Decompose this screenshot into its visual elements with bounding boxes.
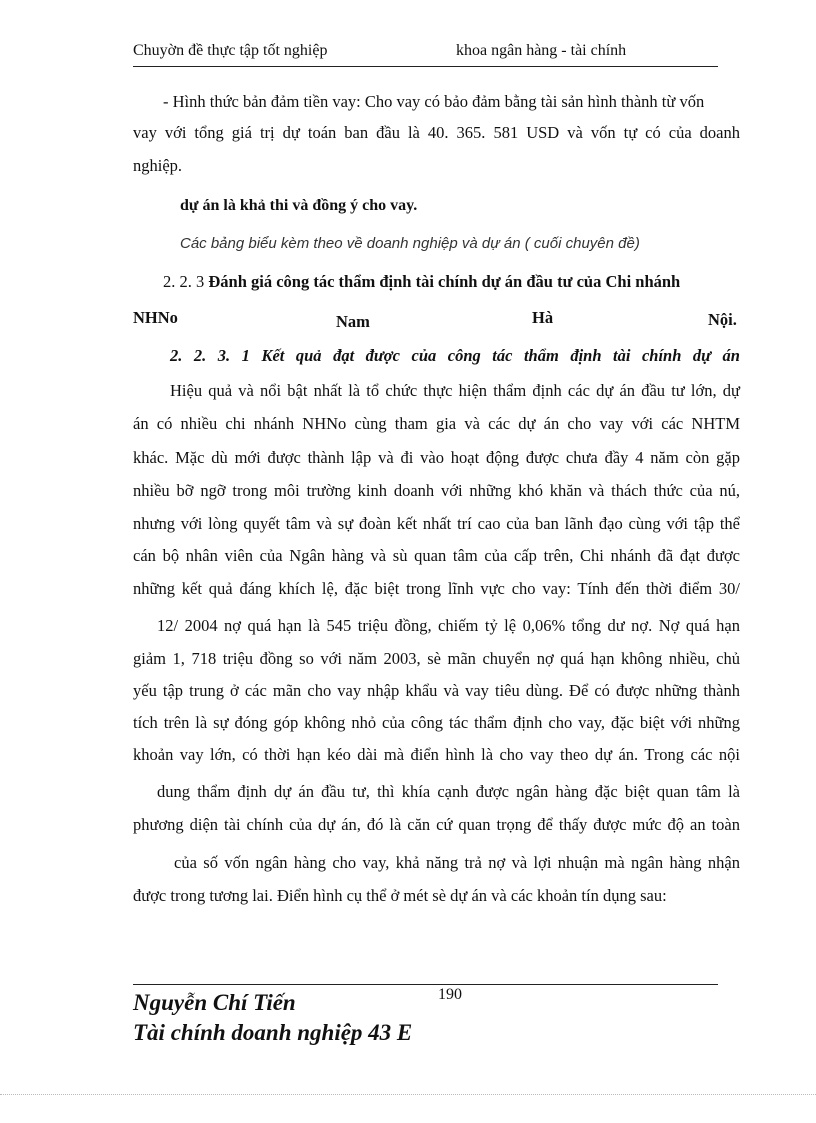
author-class: Tài chính doanh nghiệp 43 E <box>133 1020 413 1045</box>
section-heading-word: Hà <box>532 308 554 327</box>
body-line: vay với tổng giá trị dự toán ban đầu là 40. 365. 581 USD và vốn tự có của doanh <box>133 123 740 142</box>
body-line: nghiệp. <box>133 156 183 175</box>
conclusion-line: dự án là khả thi và đồng ý cho vay. <box>180 197 418 214</box>
paragraph-line: Hiệu quả và nổi bật nhất là tổ chức thực hiện thẩm định các dự án đầu tư lớn, dự <box>170 381 740 400</box>
paragraph-line: cán bộ nhân viên của Ngân hàng và sù quan tâm của cấp trên, Chi nhánh đã đạt được <box>133 546 740 565</box>
paragraph-line: được trong tương lai. Điển hình cụ thể ở mét sè dự án và các khoản tín dụng sau: <box>133 886 667 905</box>
paragraph-line: của số vốn ngân hàng cho vay, khả năng trả nợ và lợi nhuận mà ngân hàng nhận <box>174 853 740 872</box>
section-heading-word: Nội. <box>708 310 737 329</box>
section-heading-word: NHNo <box>133 308 178 327</box>
paragraph-line: 12/ 2004 nợ quá hạn là 545 triệu đồng, chiếm tỷ lệ 0,06% tổng dư nợ. Nợ quá hạn <box>157 616 740 635</box>
section-title: Đánh giá công tác thẩm định tài chính dự án đầu tư của Chi nhánh <box>208 272 681 291</box>
paragraph-line: tích trên là sự đóng góp không nhỏ của công tác thẩm định cho vay, đặc biệt với những <box>133 713 740 732</box>
page-number: 190 <box>438 986 462 1003</box>
subsection-heading: 2. 2. 3. 1 Kết quả đạt được của công tác thẩm định tài chính dự án <box>170 346 740 365</box>
section-heading <box>163 271 743 293</box>
page-header <box>133 40 718 67</box>
header-title: Chuyờn đề thực tập tốt nghiệp <box>133 42 328 59</box>
attachment-note: Các bảng biểu kèm theo về doanh nghiệp và dự án ( cuối chuyên đề) <box>180 235 640 252</box>
paragraph-line: khác. Mặc dù mới được thành lập và đi vào hoạt động được chưa đầy 4 năm còn gặp <box>133 448 740 467</box>
paragraph-line: nhiều bỡ ngỡ trong môi trường kinh doanh với những khó khăn và thách thức của nú, <box>133 481 740 500</box>
paragraph-line: án có nhiều chi nhánh NHNo cùng tham gia và các dự án cho vay với các NHTM <box>133 414 740 433</box>
paragraph-line: dung thẩm định dự án đầu tư, thì khía cạnh được ngân hàng đặc biệt quan tâm là <box>157 782 740 801</box>
paragraph-line: phương diện tài chính của dự án, đó là căn cứ quan trọng để thấy được mức độ an toàn <box>133 815 740 834</box>
page-bottom-divider <box>0 1094 816 1095</box>
paragraph-line: nhưng với lòng quyết tâm và sự đoàn kết nhất trí cao của ban lãnh đạo cùng với tập thể <box>133 514 740 533</box>
paragraph-line: những kết quả đáng khích lệ, đặc biệt trong lĩnh vực cho vay: Tính đến thời điểm 30/ <box>133 579 740 598</box>
paragraph-line: yếu tập trung ở các mãn cho vay nhập khẩu và vay tiêu dùng. Để có được những thành <box>133 681 740 700</box>
section-heading-word: Nam <box>336 312 370 331</box>
author-name: Nguyễn Chí Tiến <box>133 990 296 1015</box>
footer-rule <box>133 984 718 985</box>
paragraph-line: khoản vay lớn, có thời hạn kéo dài mà điển hình là cho vay theo dự án. Trong các nội <box>133 745 740 764</box>
header-department: khoa ngân hàng - tài chính <box>456 42 627 59</box>
body-line: - Hình thức bản đảm tiền vay: Cho vay có bảo đảm bằng tài sản hình thành từ vốn <box>163 92 705 111</box>
section-number: 2. 2. 3 <box>163 272 205 291</box>
paragraph-line: giảm 1, 718 triệu đồng so với năm 2003, sè mãn chuyển nợ quá hạn không nhiều, chủ <box>133 649 740 668</box>
